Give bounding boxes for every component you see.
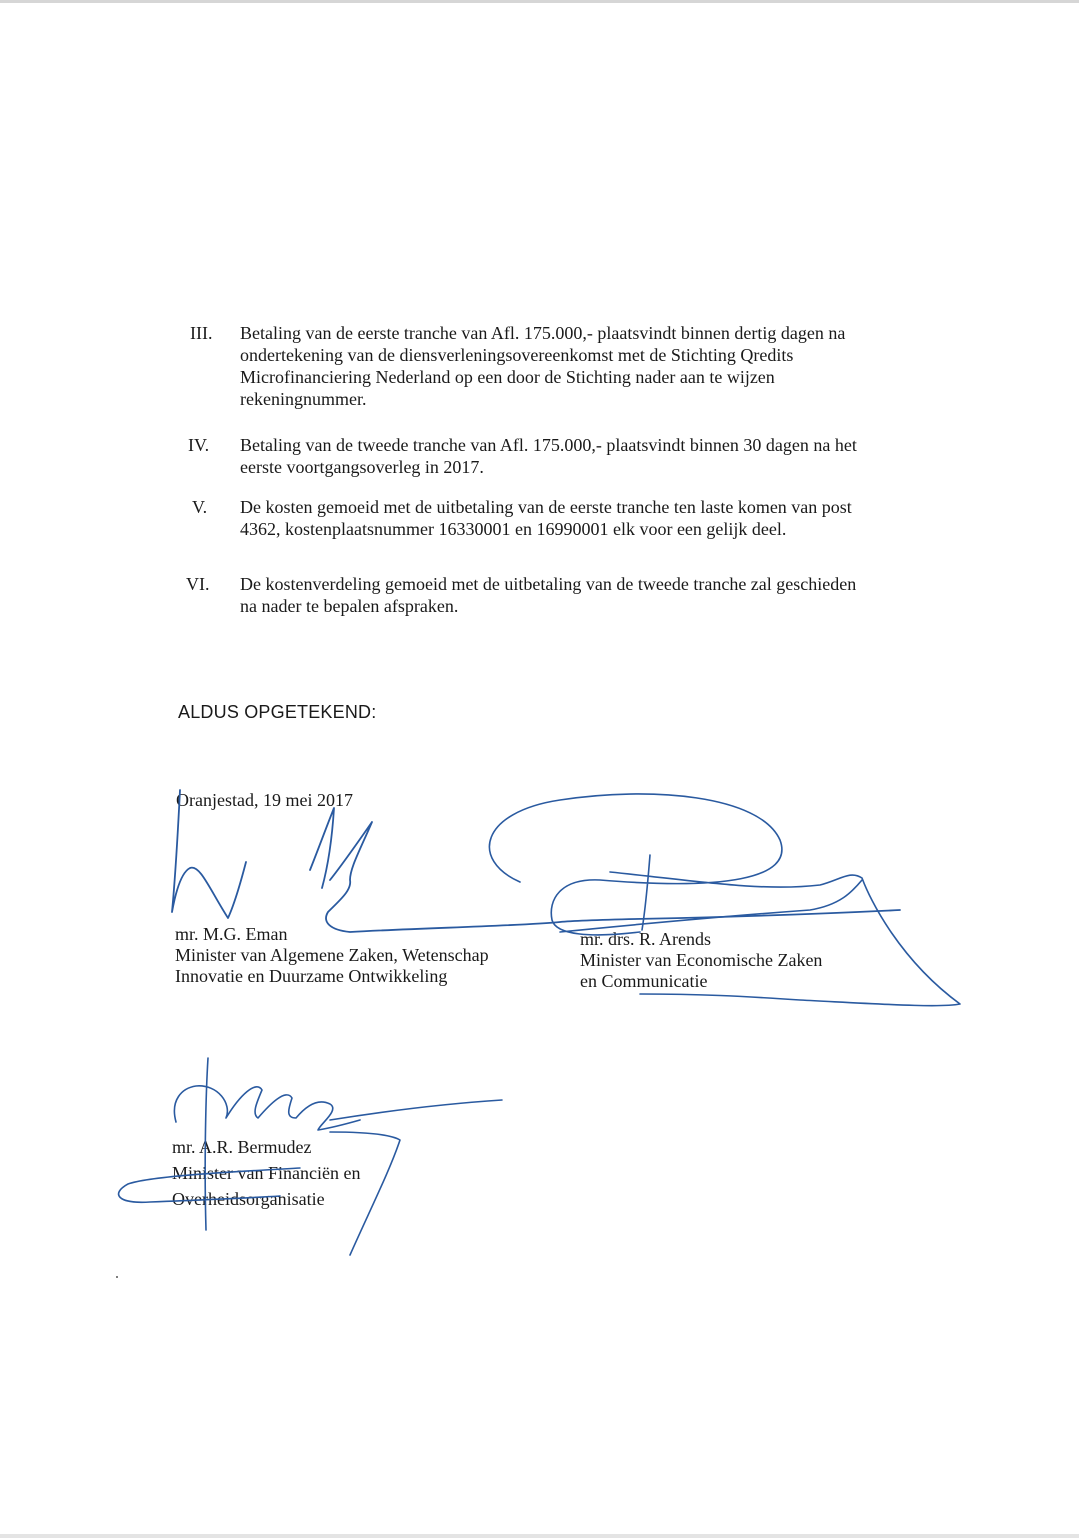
- scan-speck: [116, 1276, 118, 1278]
- clause-line: Betaling van de eerste tranche van Afl. 175.000,- plaatsvindt binnen dertig dagen na: [240, 323, 846, 343]
- signatory-title-line: en Communicatie: [580, 971, 708, 991]
- signature-eman: [172, 790, 900, 932]
- signatory-title-line: Innovatie en Duurzame Ontwikkeling: [175, 966, 448, 986]
- place-and-date: Oranjestad, 19 mei 2017: [176, 790, 353, 810]
- clause-text: [240, 496, 920, 540]
- signatory-name: mr. M.G. Eman: [175, 924, 288, 944]
- signatory-name: mr. A.R. Bermudez: [172, 1137, 312, 1157]
- clause-line: ondertekening van de diensverleningsovereenkomst met de Stichting Qredits: [240, 345, 794, 365]
- clause-number: III.: [190, 323, 213, 343]
- signatory-title-line: Minister van Economische Zaken: [580, 950, 823, 970]
- clause-number: IV.: [188, 435, 210, 455]
- clause-line: De kosten gemoeid met de uitbetaling van de eerste tranche ten laste komen van post: [240, 497, 852, 517]
- clause-line: eerste voortgangsoverleg in 2017.: [240, 457, 484, 477]
- clause-line: rekeningnummer.: [240, 389, 367, 409]
- signatory-eman: [175, 924, 489, 987]
- closing-statement: ALDUS OPGETEKEND:: [178, 702, 377, 722]
- signatory-bermudez: [172, 1134, 360, 1212]
- signatory-title-line: Minister van Algemene Zaken, Wetenschap: [175, 945, 489, 965]
- clause-line: na nader te bepalen afspraken.: [240, 596, 459, 616]
- signatory-arends: [580, 929, 822, 992]
- signatory-name: mr. drs. R. Arends: [580, 929, 712, 949]
- signatory-title-line: Minister van Financiën en: [172, 1163, 361, 1183]
- clause-text: [240, 573, 920, 617]
- clause-text: [240, 322, 920, 410]
- signatory-title-line: Overheidsorganisatie: [172, 1189, 325, 1209]
- clause-text: [240, 434, 920, 478]
- clause-line: Betaling van de tweede tranche van Afl. 175.000,- plaatsvindt binnen 30 dagen na het: [240, 435, 857, 455]
- clause-line: 4362, kostenplaatsnummer 16330001 en 16990001 elk voor een gelijk deel.: [240, 519, 787, 539]
- clause-number: VI.: [186, 574, 210, 594]
- clause-line: De kostenverdeling gemoeid met de uitbetaling van de tweede tranche zal geschieden: [240, 574, 857, 594]
- clause-line: Microfinanciering Nederland op een door de Stichting nader aan te wijzen: [240, 367, 775, 387]
- clause-number: V.: [192, 497, 208, 517]
- page-bottom-edge: [0, 1534, 1079, 1538]
- page-top-edge: [0, 0, 1079, 3]
